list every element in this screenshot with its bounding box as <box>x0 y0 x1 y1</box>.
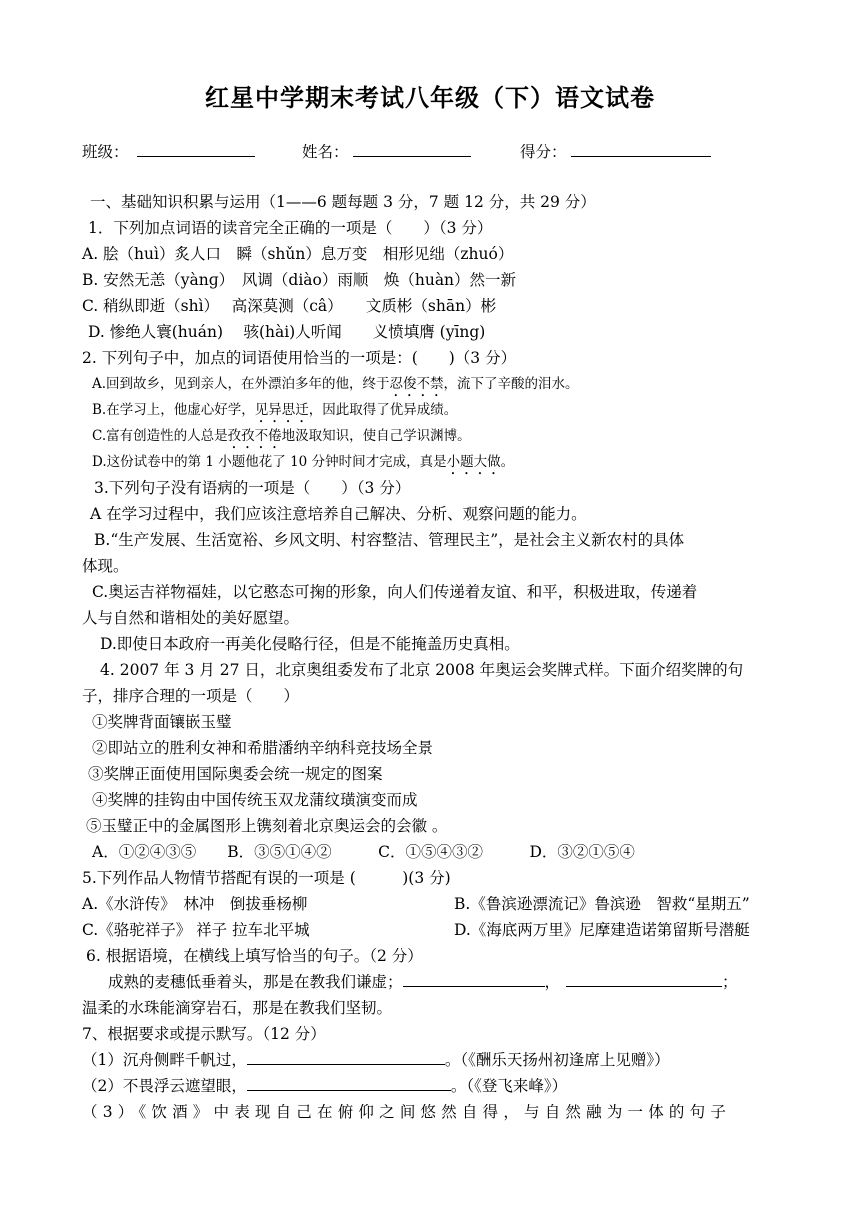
q6-stem: 6. 根据语境，在横线上填写恰当的句子。（2 分） <box>86 947 423 965</box>
q7-item-1 <box>82 1050 670 1070</box>
q3-option-d: D.即使日本政府一再美化侵略行径，但是不能掩盖历史真相。 <box>100 635 520 653</box>
q2-b-dotted: 见异思迁 <box>254 402 309 418</box>
q5-option-a: A.《水浒传》 林冲 倒拔垂杨柳 <box>82 895 308 913</box>
q4-sentence-2: ②即站立的胜利女神和希腊潘纳辛纳科竞技场全景 <box>92 739 434 757</box>
q3-option-c-line2: 人与自然和谐相处的美好愿望。 <box>82 609 300 627</box>
q6-line1 <box>108 972 738 992</box>
q2-stem: 2. 下列句子中，加点的词语使用恰当的一项是：( )（3 分） <box>82 349 517 367</box>
q3-option-b-line2: 体现。 <box>82 557 129 575</box>
class-field <box>82 142 255 162</box>
name-field <box>302 142 471 162</box>
q4-stem-line1: 4. 2007 年 3 月 27 日，北京奥组委发布了北京 2008 年奥运会奖牌式样。下面介绍奖牌的句 <box>100 661 744 679</box>
score-field <box>520 142 711 162</box>
q7-item-2-source: 。（《登飞来峰》） <box>450 1077 568 1095</box>
q1-option-a: A. 脍（huì）炙人口 瞬（shǔn）息万变 相形见绌（zhuó） <box>82 245 514 263</box>
q6-line2: 温柔的水珠能滴穿岩石，那是在教我们坚韧。 <box>82 999 393 1017</box>
q7-blank-1[interactable] <box>247 1050 445 1065</box>
name-label: 姓名： <box>302 143 349 161</box>
class-blank[interactable] <box>137 142 255 157</box>
q5-option-b: B.《鲁滨逊漂流记》鲁滨逊 智救“星期五” <box>454 895 750 913</box>
q2-option-c <box>92 426 471 452</box>
q7-blank-2[interactable] <box>247 1076 451 1091</box>
q5-option-d: D.《海底两万里》尼摩建造诺第留斯号潜艇 <box>454 921 750 939</box>
q3-stem: 3.下列句子没有语病的一项是（ ）（3 分） <box>94 479 411 497</box>
q2-a-text: A.回到故乡，见到亲人，在外漂泊多年的他，终于 <box>92 376 390 392</box>
q4-sentence-1: ①奖牌背面镶嵌玉璧 <box>92 713 232 731</box>
q1-option-c: C. 稍纵即逝（shì） 高深莫测（câ） 文质彬（shān）彬 <box>82 297 497 315</box>
q2-option-d <box>92 452 514 478</box>
q2-a-dotted: 忍俊不禁 <box>389 376 444 392</box>
q2-d-dotted: 小题大做 <box>446 454 501 470</box>
q7-item-1-source: 。（《酬乐天扬州初逢席上见赠》） <box>444 1051 670 1069</box>
score-label: 得分： <box>520 143 567 161</box>
q4-stem-line2: 子，排序合理的一项是（ ） <box>82 687 300 705</box>
q6-blank-1[interactable] <box>403 972 545 987</box>
q2-option-b <box>92 400 457 426</box>
name-blank[interactable] <box>353 142 471 157</box>
q4-options: A．①②④③⑤ B．③⑤①④② C．①⑤④③② D．③②①⑤④ <box>92 843 635 861</box>
q3-option-a: A 在学习过程中，我们应该注意培养自己解决、分析、观察问题的能力。 <box>90 505 587 523</box>
q2-c-text-end: 地汲取知识，使自己学识渊博。 <box>281 428 471 444</box>
q6-semicolon: ； <box>722 973 738 991</box>
q1-option-b: B. 安然无恙（yànɡ） 风调（diào）雨顺 焕（huàn）然一新 <box>82 271 517 289</box>
q7-item-1-text: （1）沉舟侧畔千帆过， <box>82 1051 247 1069</box>
q1-option-d: D. 惨绝人寰(huán) 骇(hài)人听闻 义愤填膺 (yīng) <box>88 323 486 341</box>
q3-option-b-line1: B.“生产发展、生活宽裕、乡风文明、村容整洁、管理民主”，是社会主义新农村的具体 <box>94 531 685 549</box>
q7-stem: 7、根据要求或提示默写。（12 分） <box>82 1025 326 1043</box>
q1-stem: 1．下列加点词语的读音完全正确的一项是（ ）（3 分） <box>88 219 493 237</box>
q7-item-2 <box>82 1076 567 1096</box>
q2-option-a <box>92 374 579 400</box>
q2-c-dotted: 孜孜不倦 <box>227 428 282 444</box>
q4-sentence-4: ④奖牌的挂钩由中国传统玉双龙蒲纹璜演变而成 <box>92 791 418 809</box>
q2-c-text: C.富有创造性的人总是 <box>92 428 228 444</box>
q5-option-c: C.《骆驼祥子》 祥子 拉车北平城 <box>82 921 310 939</box>
q2-b-text-end: ，因此取得了优异成绩。 <box>308 402 458 418</box>
q2-d-text-end: 。 <box>500 454 515 470</box>
q2-a-text-end: ，流下了辛酸的泪水。 <box>443 376 579 392</box>
q6-comma: ， <box>544 973 561 991</box>
score-blank[interactable] <box>571 142 711 157</box>
q5-stem: 5.下列作品人物情节搭配有误的一项是 ( )(3 分) <box>82 869 451 887</box>
q4-sentence-5: ⑤玉璧正中的金属图形上镌刻着北京奥运会的会徽 。 <box>86 817 448 835</box>
class-label: 班级： <box>82 143 129 161</box>
q6-blank-2[interactable] <box>566 972 722 987</box>
q3-option-c-line1: C.奥运吉祥物福娃，以它憨态可掬的形象，向人们传递着友谊、和平，积极进取，传递着 <box>92 583 698 601</box>
q6-prompt-text: 成熟的麦穗低垂着头，那是在教我们谦虚； <box>108 973 403 991</box>
page-title: 红星中学期末考试八年级（下）语文试卷 <box>205 84 655 112</box>
q2-d-text: D.这份试卷中的第 1 小题他花了 10 分钟时间才完成，真是 <box>92 454 447 470</box>
section-heading: 一、基础知识积累与运用（1——6 题每题 3 分，7 题 12 分，共 29 分） <box>90 193 596 211</box>
q4-sentence-3: ③奖牌正面使用国际奥委会统一规定的图案 <box>88 765 383 783</box>
q7-item-3: （3）《饮酒》中表现自己在俯仰之间悠然自得，与自然融为一体的句子 <box>82 1103 732 1121</box>
q7-item-2-text: （2）不畏浮云遮望眼， <box>82 1077 247 1095</box>
q2-b-text: B.在学习上，他虚心好学， <box>92 402 255 418</box>
